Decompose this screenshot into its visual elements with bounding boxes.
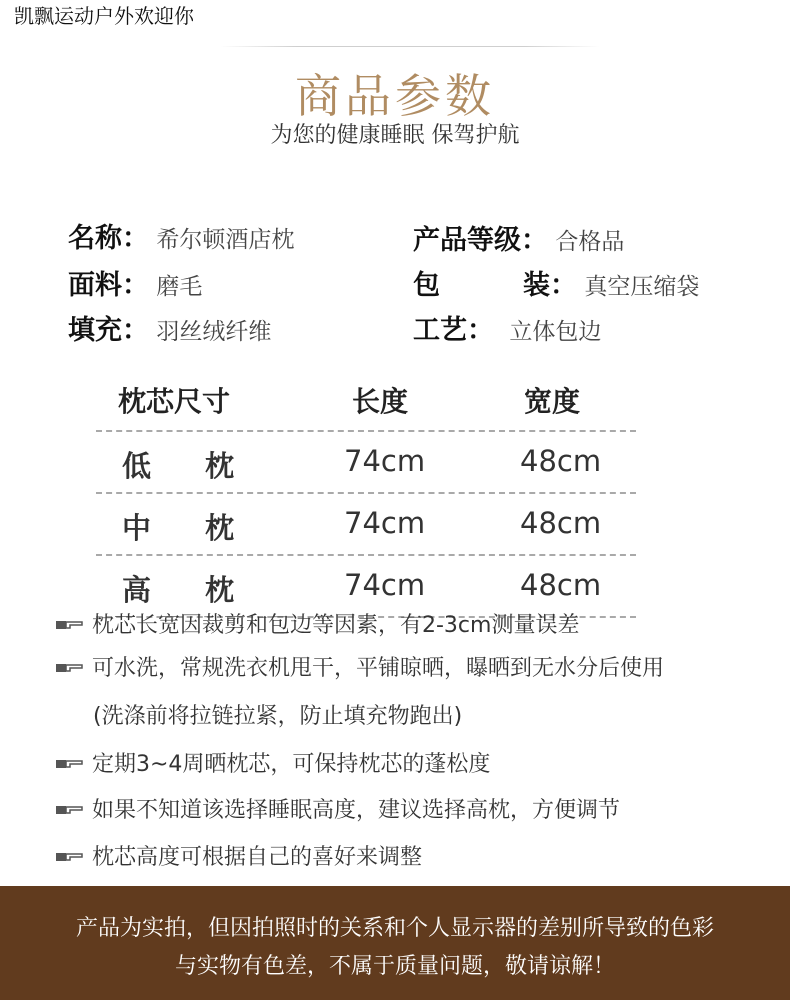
note-text: 定期3~4周晒枕芯，可保持枕芯的蓬松度	[92, 752, 491, 777]
table-divider	[96, 492, 636, 494]
attr-value: 羽丝绒纤维	[156, 319, 272, 345]
note-text: 枕芯高度可根据自己的喜好来调整	[92, 845, 423, 870]
attr-key: 包	[413, 270, 440, 301]
attr-value: 磨毛	[156, 274, 203, 300]
cell-width: 48cm	[520, 568, 602, 602]
note-text: 如果不知道该选择睡眠高度，建议选择高枕，方便调节	[92, 798, 621, 823]
size-table	[96, 372, 636, 620]
disclaimer-footer	[0, 886, 790, 1000]
table-row	[96, 434, 636, 490]
note-text: 可水洗，常规洗衣机甩干，平铺晾晒，曝晒到无水分后使用	[92, 656, 665, 681]
page-title: 商品参数	[295, 69, 495, 123]
attr-key: 面料	[68, 270, 122, 301]
attr-value: 立体包边	[509, 319, 602, 345]
attr-colon: ：	[521, 225, 548, 256]
attr-colon: ：	[467, 315, 494, 346]
attr-value: 合格品	[555, 229, 625, 255]
header-length: 长度	[352, 385, 409, 418]
page-subtitle: 为您的健康睡眠 保驾护航	[270, 123, 520, 148]
header-width: 宽度	[524, 385, 581, 418]
attr-key: 名称	[68, 223, 122, 254]
attr-colon: ：	[122, 270, 149, 301]
attr-key: 工艺	[413, 315, 467, 346]
attr-grade	[413, 226, 624, 257]
disclaimer-line: 与实物有色差，不属于质量问题，敬请谅解！	[174, 954, 615, 979]
pointing-hand-icon	[56, 843, 84, 873]
note-item	[56, 796, 620, 826]
pointing-hand-icon	[56, 611, 84, 641]
attr-colon: ：	[122, 315, 149, 346]
table-row	[96, 496, 636, 552]
table-row	[96, 558, 636, 614]
pointing-hand-icon	[56, 654, 84, 684]
attr-value: 真空压缩袋	[584, 274, 700, 300]
attr-package	[413, 271, 699, 302]
attr-colon: ：	[550, 270, 577, 301]
cell-size: 中枕	[122, 511, 289, 545]
divider	[220, 46, 600, 47]
table-header	[96, 372, 636, 428]
table-divider	[96, 554, 636, 556]
note-item	[56, 654, 664, 684]
cell-length: 74cm	[344, 506, 426, 540]
note-text: 枕芯长宽因裁剪和包边等因素，有2-3cm测量误差	[92, 613, 580, 638]
cell-length: 74cm	[344, 444, 426, 478]
note-item	[56, 843, 422, 873]
cell-width: 48cm	[520, 506, 602, 540]
attr-key: 产品等级	[413, 225, 521, 256]
attr-key: 填充	[68, 315, 122, 346]
pointing-hand-icon	[56, 750, 84, 780]
attr-key: 装	[523, 270, 550, 301]
attr-colon: ：	[122, 223, 149, 254]
store-name: 凯飘运动户外欢迎你	[14, 4, 194, 28]
attr-name	[68, 224, 294, 255]
attr-craft	[413, 316, 601, 347]
pointing-hand-icon	[56, 796, 84, 826]
disclaimer-line: 产品为实拍，但因拍照时的关系和个人显示器的差别所导致的色彩	[75, 916, 714, 941]
header-size: 枕芯尺寸	[118, 385, 231, 418]
cell-size: 低枕	[122, 449, 289, 483]
attr-value: 希尔顿酒店枕	[156, 227, 295, 253]
note-item	[56, 611, 579, 641]
cell-length: 74cm	[344, 568, 426, 602]
note-item	[56, 750, 490, 780]
note-item-continuation	[93, 702, 462, 732]
attr-fabric	[68, 271, 202, 302]
attr-filling	[68, 316, 271, 347]
cell-width: 48cm	[520, 444, 602, 478]
cell-size: 高枕	[122, 573, 289, 607]
table-divider	[96, 430, 636, 432]
note-text: (洗涤前将拉链拉紧，防止填充物跑出)	[93, 704, 463, 729]
